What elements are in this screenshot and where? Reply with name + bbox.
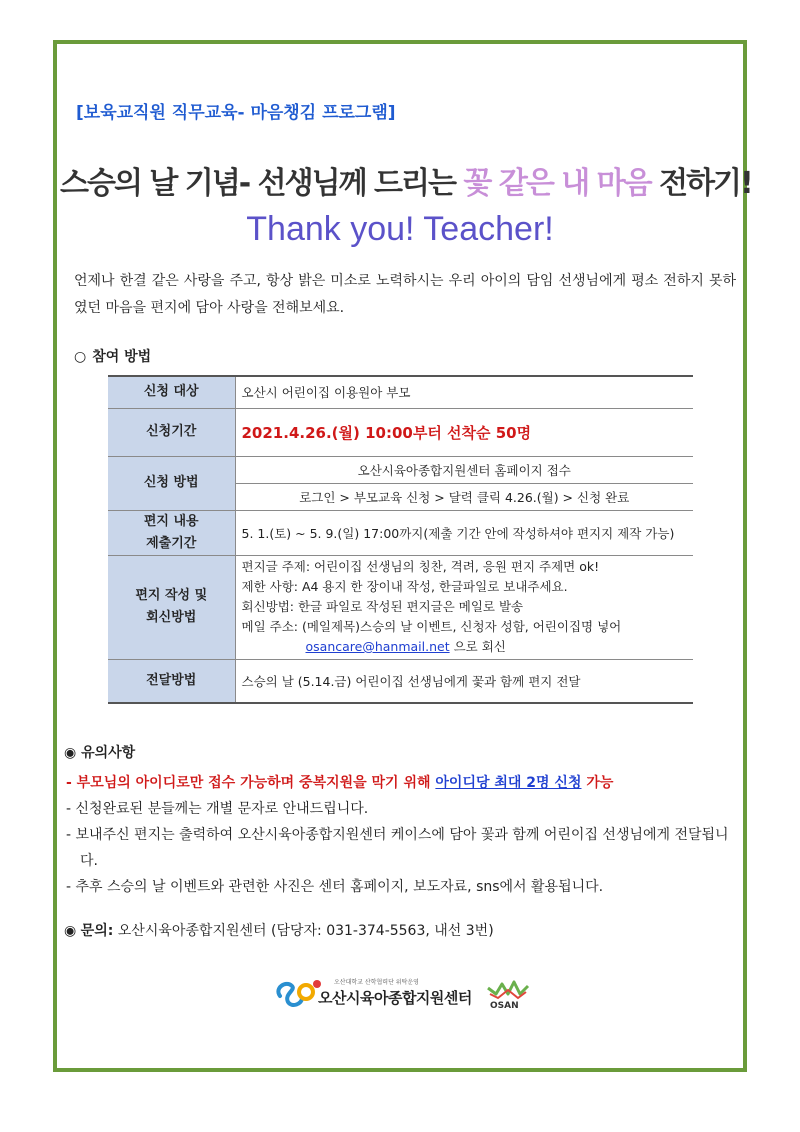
write-value-line-2: 제한 사항: A4 용지 한 장이내 작성, 한글파일로 보내주세요. (241, 579, 568, 594)
method-value-1: 오산시육아종합지원센터 홈페이지 접수 (235, 456, 693, 483)
write-label (108, 555, 235, 659)
bullet-icon: ◉ (64, 745, 77, 761)
circle-icon: ○ (74, 349, 87, 365)
write-label-line-2: 회신방법 (146, 610, 197, 625)
email-link[interactable]: osancare@hanmail.net (305, 639, 450, 654)
participation-heading-text: 참여 방법 (92, 349, 152, 365)
main-title-suffix: 전하기! (650, 166, 752, 201)
participation-heading (74, 346, 151, 366)
write-label-line-1: 편지 작성 및 (135, 588, 208, 603)
notice-item-2: - 신청완료된 분들께는 개별 문자로 안내드립니다. (66, 801, 369, 817)
contact-label: 문의: (80, 923, 114, 939)
logo-subtext: 오산대학교 산학협력단 위탁운영 (334, 979, 419, 986)
write-value-line-3: 회신방법: 한글 파일로 작성된 편지글은 메일로 발송 (241, 599, 524, 614)
main-title-highlight: 꽃 같은 내 마음 (463, 166, 651, 201)
target-value: 오산시 어린이집 이용원아 부모 (235, 376, 693, 408)
main-title (60, 158, 752, 202)
submit-value: 5. 1.(토) ~ 5. 9.(일) 17:00까지(제출 기간 안에 작성하셔야 편지지 제작 가능) (235, 510, 693, 555)
table-row-submit (108, 510, 693, 555)
submit-label-line-1: 편지 내용 (143, 513, 199, 529)
period-value: 2021.4.26.(월) 10:00부터 선착순 50명 (235, 408, 693, 456)
deliver-value: 스승의 날 (5.14.금) 어린이집 선생님에게 꽃과 함께 편지 전달 (235, 659, 693, 703)
bullet-icon: ◉ (64, 923, 77, 939)
write-value-line-5 (242, 637, 688, 657)
target-label: 신청 대상 (108, 376, 235, 408)
table-row-target (108, 376, 693, 408)
notice-item-1 (66, 770, 736, 796)
deliver-label: 전달방법 (108, 659, 235, 703)
notice-heading (64, 742, 135, 762)
sub-title: Thank you! Teacher! (246, 210, 554, 248)
submit-label (108, 510, 235, 555)
email-suffix: 으로 회신 (449, 639, 506, 654)
table-row-method-1 (108, 456, 693, 483)
notice-item-1-link: 아이디당 최대 2명 신청 (435, 775, 582, 791)
table-row-write (108, 555, 693, 659)
intro-paragraph: 언제나 한결 같은 사랑을 주고, 항상 밝은 미소로 노력하시는 우리 아이의 담임 선생님에게 평소 전하지 못하였던 마음을 편지에 담아 사랑을 전해보세요. (74, 273, 736, 316)
participation-table (108, 375, 693, 704)
logo-name: 오산시육아종합지원센터 (318, 989, 472, 1007)
notice-item-1-prefix: - 부모님의 아이디로만 접수 가능하며 중복지원을 막기 위해 (66, 775, 436, 791)
write-value-line-4: 메일 주소: (메일제목)스승의 날 이벤트, 신청자 성함, 어린이집명 넣어 (241, 619, 622, 634)
notice-list (66, 770, 736, 900)
main-title-prefix: 스승의 날 기념- 선생님께 드리는 (60, 166, 464, 201)
period-label: 신청기간 (108, 408, 235, 456)
table-row-deliver (108, 659, 693, 703)
write-value (235, 555, 693, 659)
contact-value: 오산시육아종합지원센터 (담당자: 031-374-5563, 내선 3번) (117, 923, 494, 939)
write-value-line-1: 편지글 주제: 어린이집 선생님의 칭찬, 격려, 응원 편지 주제면 ok! (241, 559, 600, 574)
contact-line (64, 920, 494, 940)
notice-item-1-suffix: 가능 (581, 775, 614, 791)
notice-item-4: - 추후 스승의 날 이벤트와 관련한 사진은 센터 홈페이지, 보도자료, sns에서 활용됩니다. (66, 879, 604, 895)
program-title: [보육교직원 직무교육- 마음챙김 프로그램] (76, 103, 396, 123)
table-row-period (108, 408, 693, 456)
notice-item-3: - 보내주신 편지는 출력하여 오산시육아종합지원센터 케이스에 담아 꽃과 함께 어린이집 선생님에게 전달됩니다. (66, 827, 729, 869)
osan-text: OSAN (490, 1001, 519, 1011)
method-value-2: 로그인 > 부모교육 신청 > 달력 클릭 4.26.(월) > 신청 완료 (235, 483, 693, 510)
submit-label-line-2: 제출기간 (146, 535, 197, 551)
method-label: 신청 방법 (108, 456, 235, 510)
notice-heading-text: 유의사항 (81, 745, 136, 761)
